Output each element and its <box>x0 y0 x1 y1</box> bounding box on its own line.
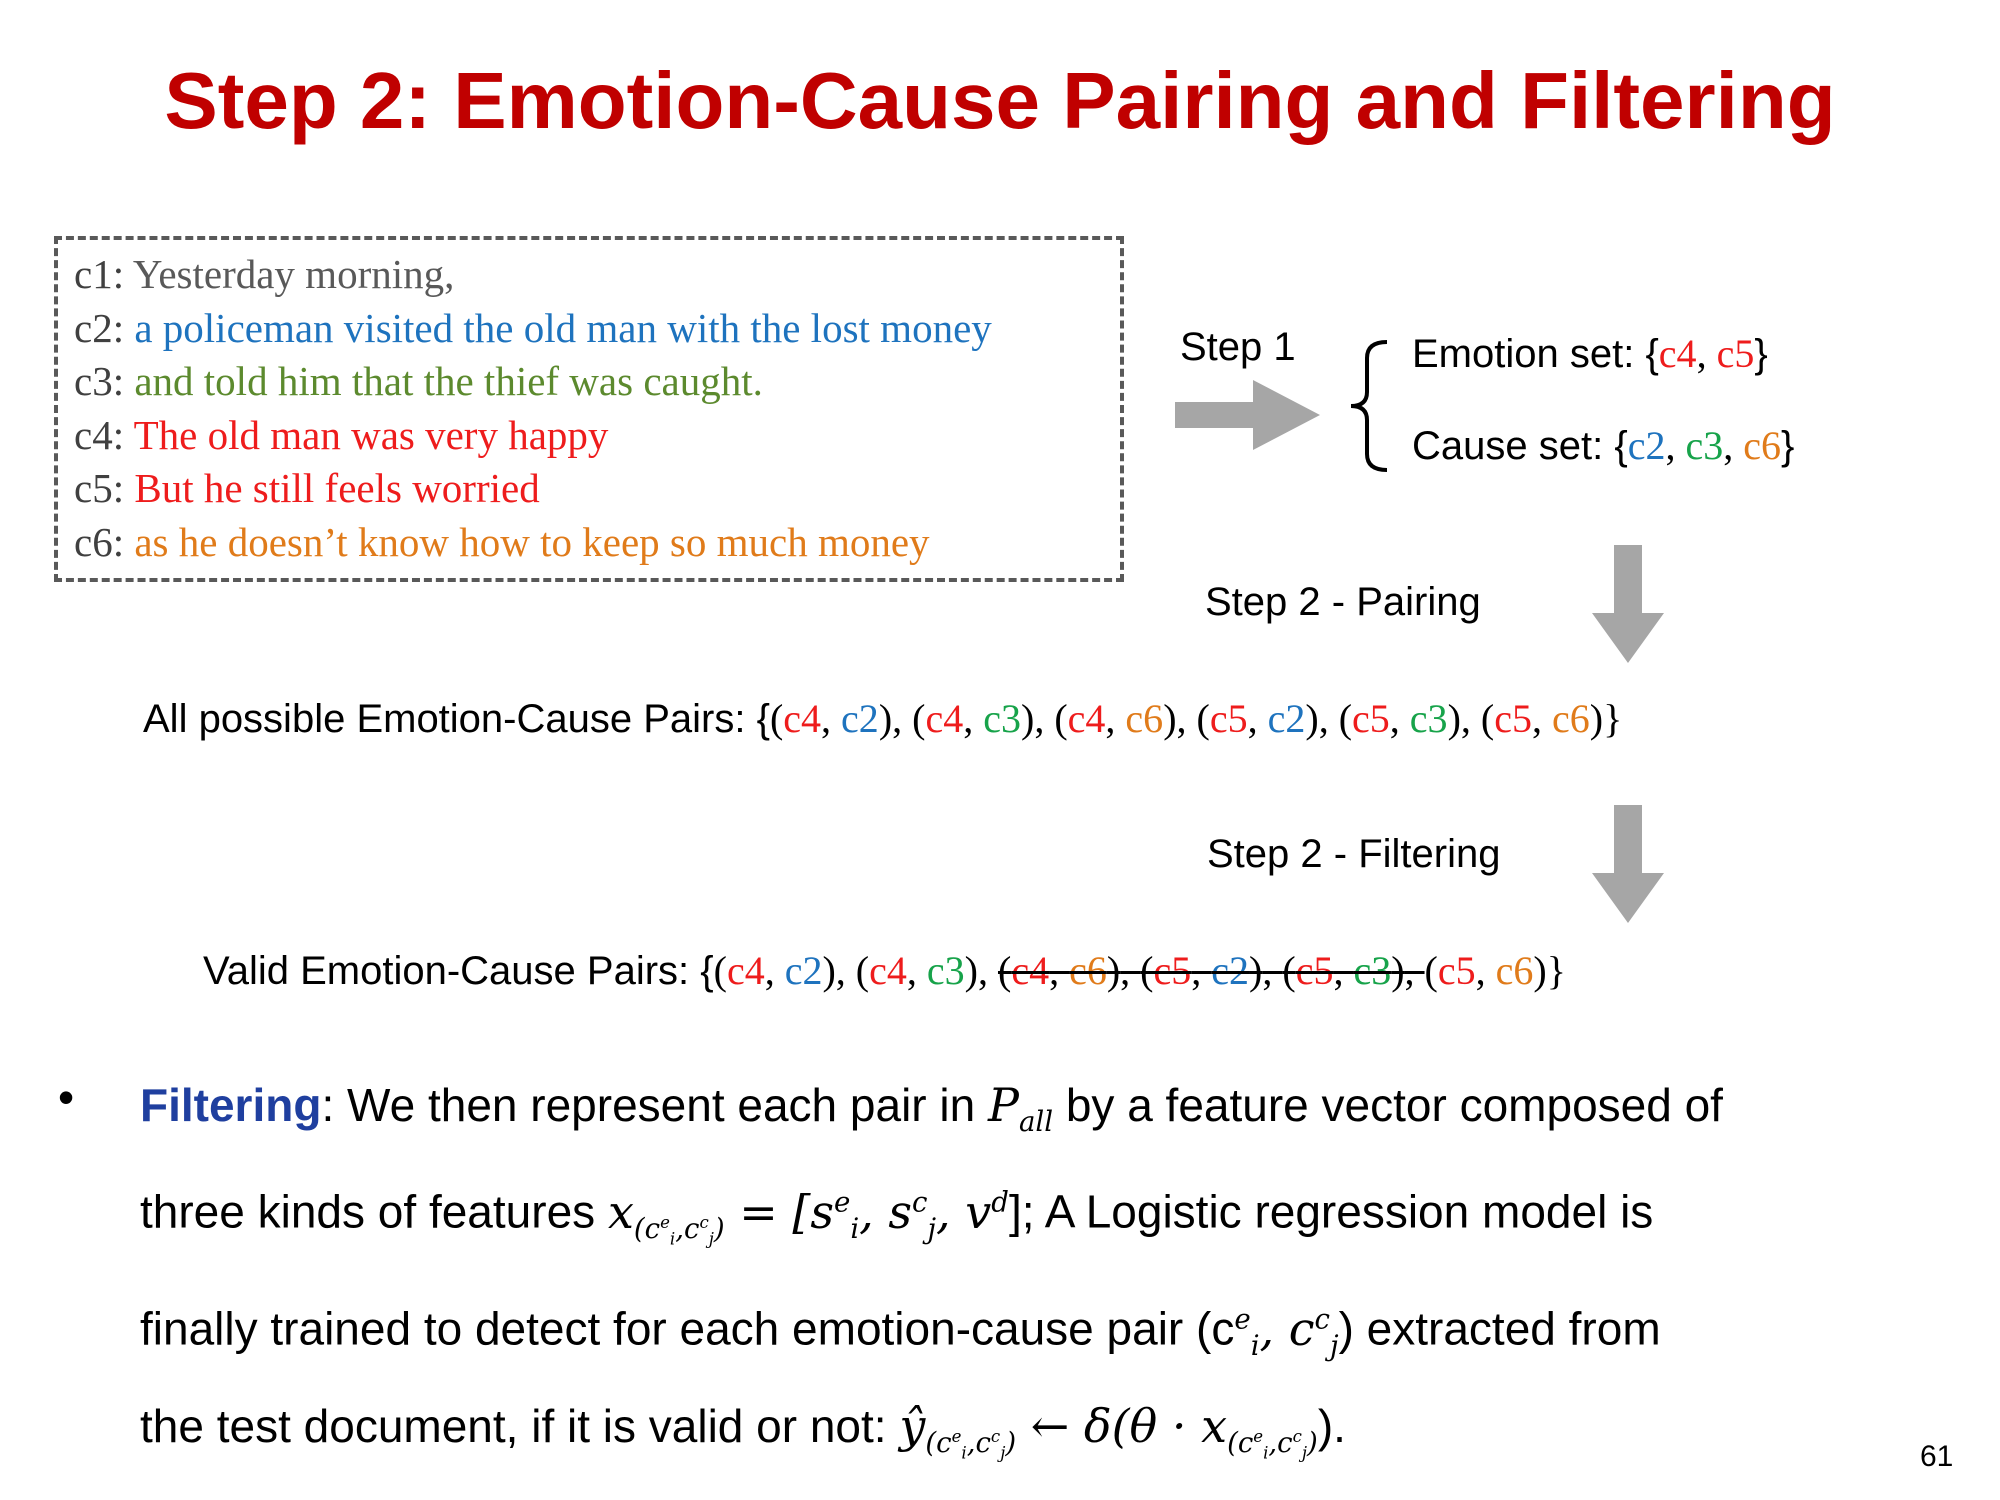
emotion-c5: c5 <box>1716 331 1755 376</box>
pair-emotion: c4 <box>1011 948 1050 993</box>
pair-item: (c5, c2) <box>1196 696 1319 741</box>
bullet-paragraph <box>140 1065 1960 1493</box>
clause-id: c5: <box>74 465 125 511</box>
bullet-text: ). <box>1317 1399 1346 1452</box>
clause-c2 <box>74 302 992 356</box>
all-pairs-prefix: All possible Emotion-Cause Pairs: { <box>143 697 770 741</box>
cause-c6: c6 <box>1743 423 1781 468</box>
clause-c1 <box>74 248 992 302</box>
pair-item: (c4, c2) <box>713 948 836 993</box>
pair-cause: c2 <box>1267 696 1306 741</box>
bullet-keyword: Filtering <box>140 1079 322 1131</box>
pair-item: (c5, c2) <box>1140 948 1263 993</box>
clause-id: c3: <box>74 358 125 404</box>
document-clauses <box>74 248 992 569</box>
bullet-text: : We then represent each pair in <box>321 1079 988 1131</box>
pair-item: (c4, c6) <box>1054 696 1177 741</box>
step2-pairing-label: Step 2 - Pairing <box>1205 580 1481 624</box>
bullet-text: ]; A Logistic regression model is <box>1008 1185 1654 1238</box>
pair-emotion: c4 <box>925 696 964 741</box>
emotion-c4: c4 <box>1658 331 1697 376</box>
clause-text: The old man was very happy <box>133 411 609 458</box>
clause-c6 <box>74 516 992 570</box>
pair-emotion: c4 <box>1067 696 1106 741</box>
all-pairs: All possible Emotion-Cause Pairs: {(c4, c2), (c4, c3), (c4, c6), (c5, c2), (c5, c3), (c5, c6)} <box>143 696 1623 741</box>
pair-item: (c4, c2) <box>769 696 893 741</box>
pair-emotion: c5 <box>1437 948 1476 993</box>
pair-cause: c6 <box>1069 948 1107 993</box>
bullet-text: by a feature vector composed of <box>1053 1079 1723 1131</box>
pair-emotion: c4 <box>726 948 765 993</box>
clause-id: c6: <box>74 518 125 565</box>
clause-id: c1: <box>74 251 125 297</box>
bullet-text: the test document, if it is valid or not: <box>140 1399 900 1452</box>
emotion-set: Emotion set: {c4, c5} <box>1412 331 1768 376</box>
pair-emotion: c5 <box>1153 948 1192 993</box>
slide-title: Step 2: Emotion-Cause Pairing and Filtering <box>164 56 1836 145</box>
pair-emotion: c5 <box>1494 696 1532 741</box>
feature-vector-formula: $x_{(c^e_i,c^c_j)} = [s^e_i$, $s^c_j$, $v^d$ <box>607 1184 1009 1249</box>
clause-text: a policeman visited the old man with the lost money <box>134 304 992 351</box>
cause-set-label: Cause set: { <box>1412 424 1628 468</box>
bullet-line <box>140 1162 1960 1279</box>
clause-text: Yesterday morning, <box>132 251 455 297</box>
right-arrow-icon <box>1175 380 1325 450</box>
step1-label: Step 1 <box>1180 325 1296 369</box>
pair-item: (c5, c3) <box>1338 696 1461 741</box>
clause-c5 <box>74 462 992 516</box>
emotion-set-label: Emotion set: { <box>1412 332 1659 376</box>
pair-emotion: c4 <box>783 696 822 741</box>
pair-item: (c5, c6) <box>1424 948 1547 993</box>
bullet-text: ) extracted from <box>1338 1302 1661 1355</box>
step2-filtering-label: Step 2 - Filtering <box>1207 832 1501 876</box>
pair-item: (c5, c3) <box>1282 948 1405 993</box>
pair-emotion: c5 <box>1352 696 1390 741</box>
pair-cause: c3 <box>1409 696 1448 741</box>
pair-cause: c2 <box>1211 948 1250 993</box>
pair-item: (c4, c6) <box>997 948 1121 993</box>
pair-cause: c3 <box>926 948 965 993</box>
pair-item: (c4, c3) <box>912 696 1035 741</box>
left-brace-icon <box>1345 338 1395 474</box>
valid-pairs-prefix: Valid Emotion-Cause Pairs: { <box>203 949 714 993</box>
page-number: 61 <box>1920 1440 1954 1473</box>
cause-c2: c2 <box>1627 423 1666 468</box>
clause-id: c2: <box>74 304 125 351</box>
clause-text: But he still feels worried <box>134 465 540 511</box>
cause-set: Cause set: {c2, c3, c6} <box>1412 423 1795 468</box>
pair-emotion: c4 <box>869 948 907 993</box>
pair-cause: c2 <box>784 948 823 993</box>
down-arrow-icon <box>1592 805 1664 925</box>
prediction-formula: $ŷ_{(c^e_i,c^c_j)}$ ← $\delta(\theta \cdot x_{(c^e_i,c^c_j)}$ <box>899 1398 1318 1463</box>
pair-cause: c6 <box>1125 696 1164 741</box>
bullet-icon: • <box>58 1071 75 1123</box>
bullet-text: finally trained to detect for each emotion-cause pair (c <box>140 1302 1235 1355</box>
bullet-line: finally trained to detect for each emotion-cause pair ($c^e_i$, $c^c_j$) extracted from <box>140 1301 1661 1362</box>
pair-list: (c4, c2), (c4, c3), (c4, c6), (c5, c2), (c5, c3), (c5, c6) <box>713 948 1547 993</box>
pair-cause: c3 <box>983 696 1021 741</box>
pair-list: (c4, c2), (c4, c3), (c4, c6), (c5, c2), (c5, c3), (c5, c6) <box>769 696 1604 741</box>
down-arrow-icon <box>1592 545 1664 665</box>
pair-emotion: c5 <box>1209 696 1248 741</box>
pair-item: (c5, c6) <box>1480 696 1604 741</box>
p-all-symbol: $P_{all}$ <box>987 1078 1054 1139</box>
clause-id: c4: <box>74 411 125 458</box>
clause-c4 <box>74 409 992 463</box>
clause-text: and told him that the thief was caught. <box>134 358 763 404</box>
pair-emotion: c5 <box>1295 948 1334 993</box>
clause-c3 <box>74 355 992 409</box>
cause-c3: c3 <box>1685 423 1724 468</box>
bullet-line <box>140 1065 1960 1162</box>
pair-item: (c4, c3) <box>855 948 978 993</box>
pair-cause: c6 <box>1495 948 1534 993</box>
bullet-text: three kinds of features <box>140 1185 608 1238</box>
pair-cause: c2 <box>841 696 879 741</box>
pair-cause: c6 <box>1551 696 1590 741</box>
clause-text: as he doesn’t know how to keep so much money <box>134 518 930 565</box>
valid-pairs: Valid Emotion-Cause Pairs: {(c4, c2), (c4, c3), (c4, c6), (c5, c2), (c5, c3), (c5, c6)} <box>203 948 1566 993</box>
bullet-line <box>140 1386 1960 1494</box>
pair-cause: c3 <box>1353 948 1392 993</box>
